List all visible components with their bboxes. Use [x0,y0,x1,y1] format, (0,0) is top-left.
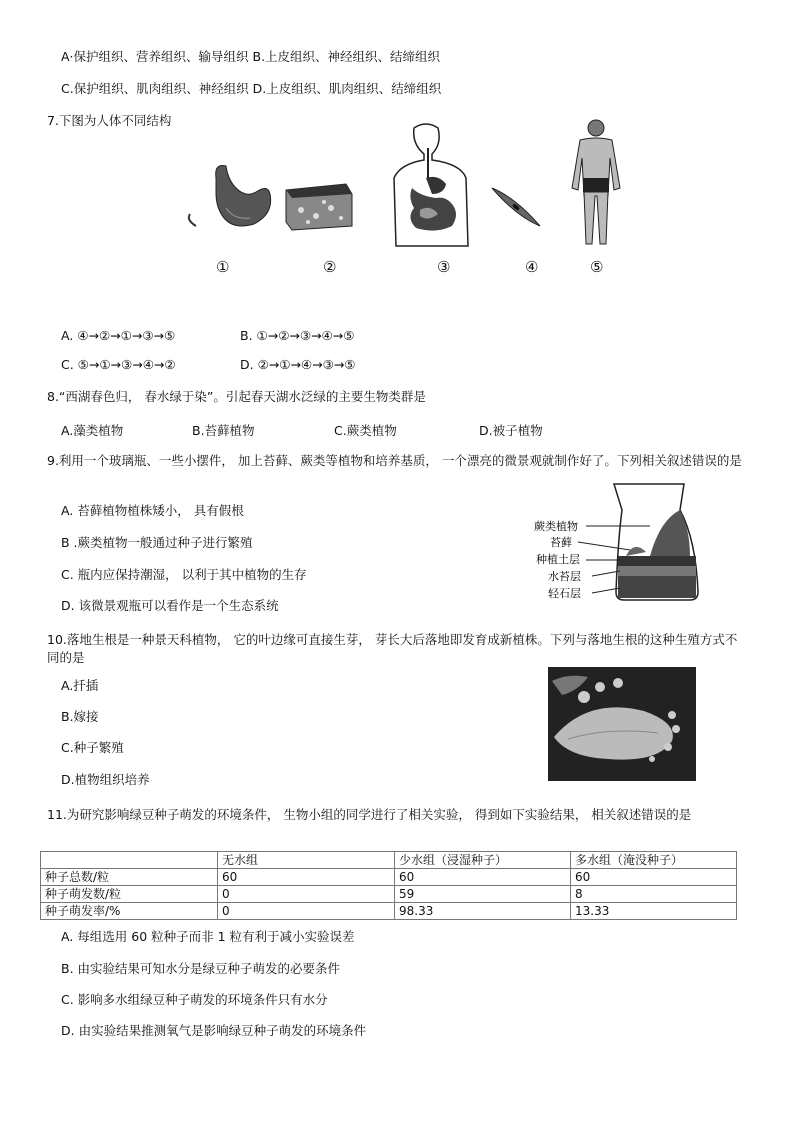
q7-figure [176,118,636,278]
q7-label-5: ⑤ [590,258,604,276]
q7-option-b: B. ①→②→③→④→⑤ [240,328,355,343]
q11-option-b: B. 由实验结果可知水分是绿豆种子萌发的必要条件 [61,961,341,976]
q11-option-c: C. 影响多水组绿豆种子萌发的环境条件只有水分 [61,992,328,1007]
table-row [41,886,737,903]
tissue-block-image [286,184,352,230]
q6-option-ab: A·保护组织、营养组织、输导组织 B.上皮组织、神经组织、结缔组织 [61,49,441,64]
fig-label-sphagnum: 水苔层 [548,570,581,583]
q11-stem: 11.为研究影响绿豆种子萌发的环境条件， 生物小组的同学进行了相关实验， 得到如下实验结果， 相关叙述错误的是 [47,807,692,822]
q11-results-table [40,851,737,920]
q10-stem: 10.落地生根是一种景天科植物， 它的叶边缘可直接生芽， 芽长大后落地即发育成新植株。下列与落地生根的这种生殖方式不同的是 [47,632,738,665]
q9-stem: 9.利用一个玻璃瓶、一些小摆件， 加上苔藓、蕨类等植物和培养基质， 一个漂亮的微景观就制作好了。下列相关叙述错误的是 [47,453,742,468]
q9-option-b: B .蕨类植物一般通过种子进行繁殖 [61,535,253,550]
q7-label-1: ① [216,258,230,276]
q7-label-3: ③ [437,258,451,276]
q8-stem: 8.“西湖春色归， 春水绿于染”。引起春天湖水泛绿的主要生物类群是 [47,389,426,404]
human-body-image [572,120,620,244]
fig-label-soil: 种植土层 [536,553,580,566]
table-row [41,869,737,886]
fig-label-fern: 蕨类植物 [534,520,578,533]
table-cell: 种子萌发数/粒 [41,886,218,903]
q7-option-c: C. ⑤→①→③→④→② [61,357,176,372]
table-cell: 59 [395,886,571,903]
table-cell: 种子萌发率/% [41,903,218,920]
q6-option-cd: C.保护组织、肌肉组织、神经组织 D.上皮组织、肌肉组织、结缔组织 [61,81,442,96]
table-header-cell: 少水组（浸湿种子） [395,852,571,869]
table-cell: 8 [571,886,737,903]
q7-option-a: A. ④→②→①→③→⑤ [61,328,176,343]
muscle-cell-image [492,188,540,226]
table-cell: 60 [395,869,571,886]
q7-stem: 7.下图为人体不同结构 [47,113,172,128]
q10-option-d: D.植物组织培养 [61,772,150,787]
table-cell: 60 [571,869,737,886]
digestive-system-image [394,124,468,246]
kalanchoe-photo [548,667,696,781]
table-cell: 0 [218,886,395,903]
terrarium-figure [530,480,710,605]
q8-option-b: B.苔藓植物 [192,423,255,438]
q10-option-c: C.种子繁殖 [61,740,124,755]
table-header-cell [41,852,218,869]
table-cell: 0 [218,903,395,920]
q8-option-c: C.蕨类植物 [334,423,397,438]
q9-option-c: C. 瓶内应保持潮湿， 以利于其中植物的生存 [61,567,307,582]
q7-label-4: ④ [525,258,539,276]
q10-option-b: B.嫁接 [61,709,99,724]
q11-option-a: A. 每组选用 60 粒种子而非 1 粒有利于减小实验误差 [61,929,355,944]
q7-option-d: D. ②→①→④→③→⑤ [240,357,356,372]
table-cell: 60 [218,869,395,886]
fig-label-pumice: 轻石层 [548,587,581,600]
q8-option-a: A.藻类植物 [61,423,124,438]
jar-image [614,484,698,600]
fig-label-moss: 苔藓 [550,536,572,549]
table-cell: 13.33 [571,903,737,920]
table-header-cell: 无水组 [218,852,395,869]
table-header-row [41,852,737,869]
q9-option-a: A. 苔藓植物植株矮小， 具有假根 [61,503,244,518]
table-cell: 98.33 [395,903,571,920]
q9-option-d: D. 该微景观瓶可以看作是一个生态系统 [61,598,279,613]
table-row [41,903,737,920]
stomach-image [189,166,271,227]
q11-option-d: D. 由实验结果推测氧气是影响绿豆种子萌发的环境条件 [61,1023,367,1038]
table-cell: 种子总数/粒 [41,869,218,886]
q7-label-2: ② [323,258,337,276]
q10-option-a: A.扦插 [61,678,99,693]
q8-option-d: D.被子植物 [479,423,543,438]
table-header-cell: 多水组（淹没种子） [571,852,737,869]
